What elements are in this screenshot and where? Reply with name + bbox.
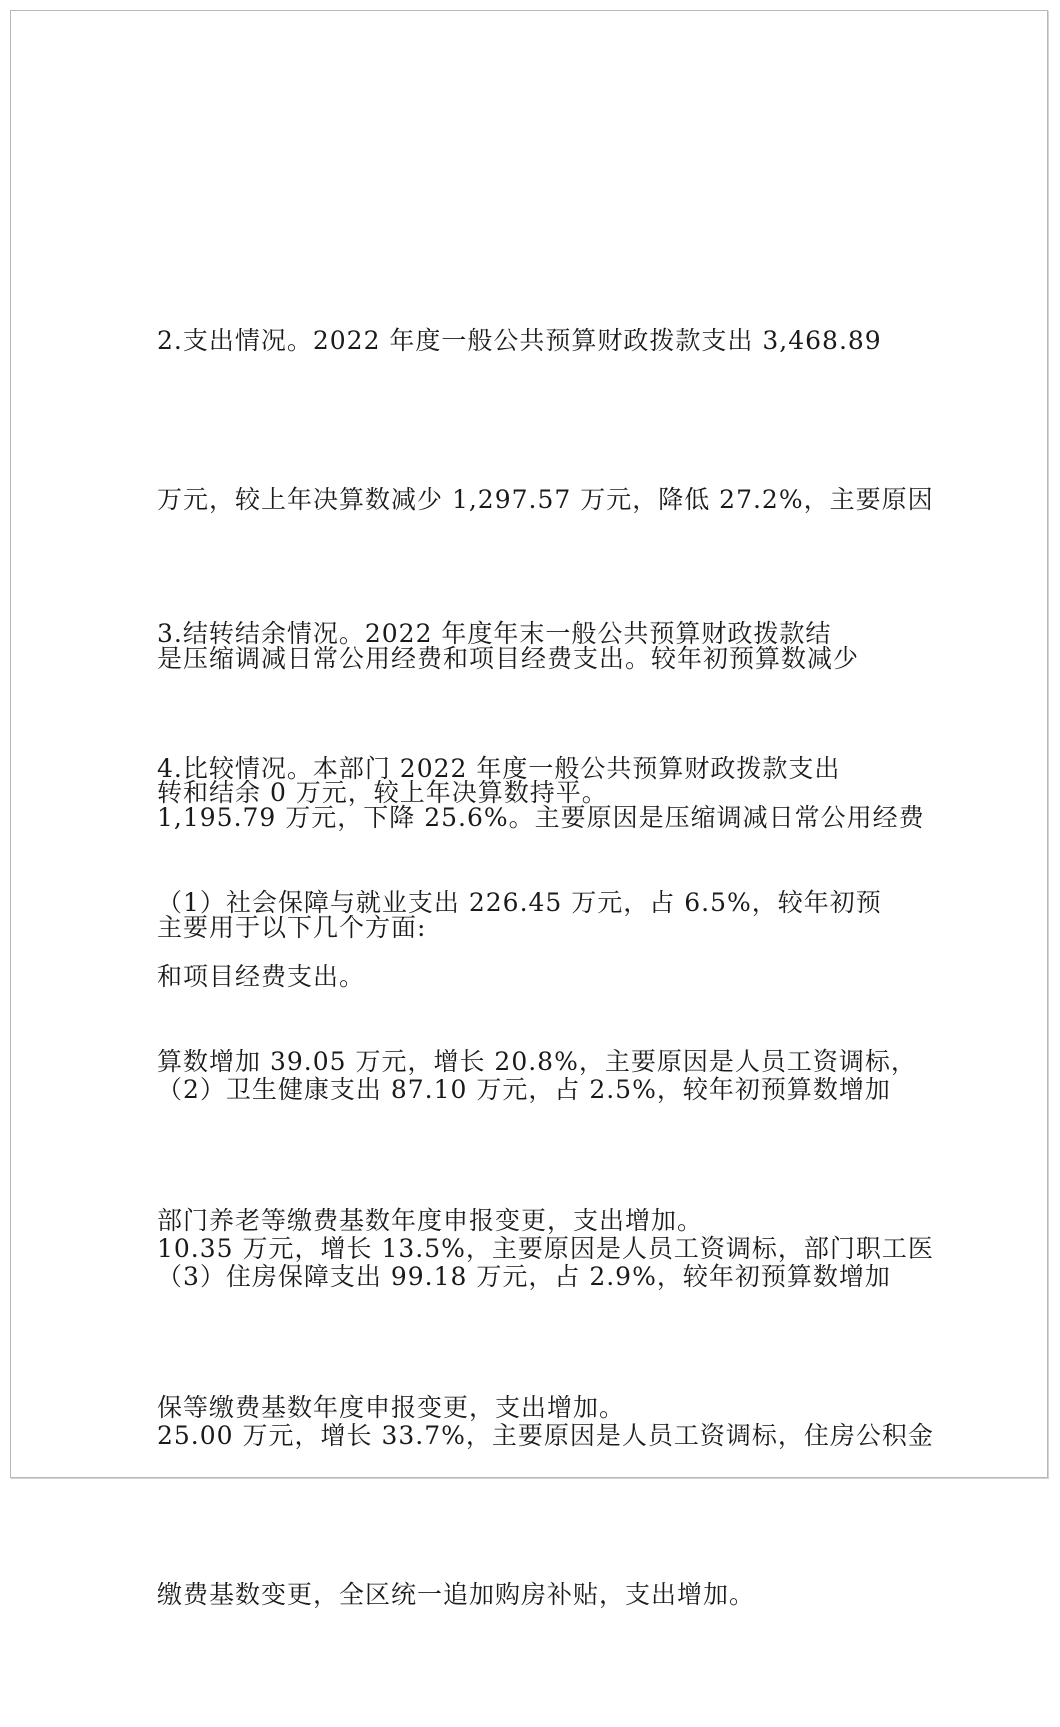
text-line: 2.支出情况。2022 年度一般公共预算财政拨款支出 3,468.89 bbox=[157, 326, 882, 355]
text-line: 是压缩调减日常公用经费和项目经费支出。较年初预算数减少 bbox=[157, 644, 860, 673]
text-line: （3）住房保障支出 99.18 万元，占 2.9%，较年初预算数增加 bbox=[157, 1262, 891, 1291]
text-line: （2）卫生健康支出 87.10 万元，占 2.5%，较年初预算数增加 bbox=[157, 1075, 891, 1104]
text-line: 缴费基数变更，全区统一追加购房补贴，支出增加。 bbox=[157, 1580, 756, 1609]
text-line: 转和结余 0 万元，较上年决算数持平。 bbox=[157, 778, 608, 807]
text-line: 25.00 万元，增长 33.7%，主要原因是人员工资调标，住房公积金 bbox=[157, 1421, 934, 1450]
text-line: （1）社会保障与就业支出 226.45 万元，占 6.5%，较年初预 bbox=[157, 888, 882, 917]
text-line: 主要用于以下几个方面: bbox=[157, 913, 427, 942]
text-line: 算数增加 39.05 万元，增长 20.8%，主要原因是人员工资调标， bbox=[157, 1047, 917, 1076]
text-line: 3.结转结余情况。2022 年度年末一般公共预算财政拨款结 bbox=[157, 619, 832, 648]
text-line: 部门养老等缴费基数年度申报变更，支出增加。 bbox=[157, 1206, 704, 1235]
text-line: 1,195.79 万元，下降 25.6%。主要原因是压缩调减日常公用经费 bbox=[157, 803, 925, 832]
text-line: 万元，较上年决算数减少 1,297.57 万元，降低 27.2%，主要原因 bbox=[157, 485, 934, 514]
paragraph-housing bbox=[157, 1144, 937, 1727]
text-line: 和项目经费支出。 bbox=[157, 962, 366, 991]
text-line: 10.35 万元，增长 13.5%，主要原因是人员工资调标，部门职工医 bbox=[157, 1234, 934, 1263]
text-line: 保等缴费基数年度申报变更，支出增加。 bbox=[157, 1393, 626, 1422]
document-page bbox=[10, 10, 1048, 1609]
text-line: 4.比较情况。本部门 2022 年度一般公共预算财政拨款支出 bbox=[157, 754, 841, 783]
